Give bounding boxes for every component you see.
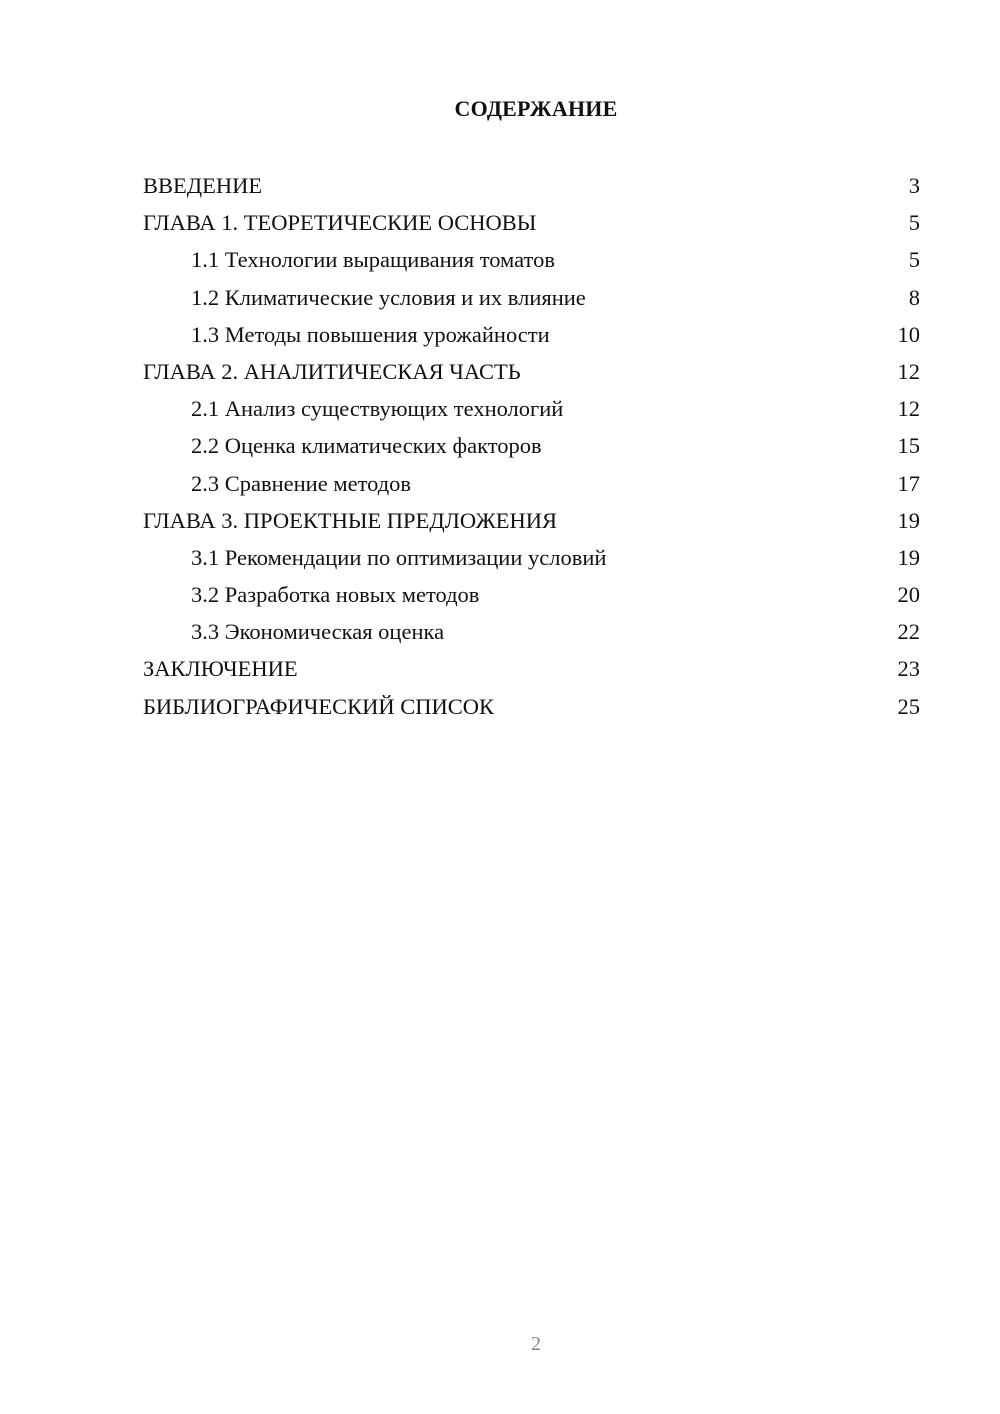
toc-entry-page: 5	[908, 210, 920, 236]
toc-entry-page: 22	[897, 619, 920, 645]
toc-entry-section-1-1[interactable]	[143, 241, 920, 278]
toc-entry-label: 3.1 Рекомендации по оптимизации условий	[191, 544, 607, 570]
toc-entry-label: БИБЛИОГРАФИЧЕСКИЙ СПИСОК	[143, 693, 495, 719]
toc-entry-section-2-3[interactable]	[143, 465, 920, 502]
toc-entry-page: 12	[897, 358, 920, 384]
toc-entry-label: 3.3 Экономическая оценка	[191, 619, 445, 645]
toc-entry-label: ГЛАВА 3. ПРОЕКТНЫЕ ПРЕДЛОЖЕНИЯ	[143, 507, 558, 533]
toc-entry-page: 19	[897, 507, 920, 533]
toc-entry-label: 1.3 Методы повышения урожайности	[191, 321, 550, 347]
toc-entry-section-2-2[interactable]	[143, 427, 920, 464]
toc-entry-page: 19	[897, 544, 920, 570]
toc-entry-label: ГЛАВА 2. АНАЛИТИЧЕСКАЯ ЧАСТЬ	[143, 358, 521, 384]
toc-entry-section-3-3[interactable]	[143, 613, 920, 650]
toc-entry-conclusion[interactable]	[143, 650, 920, 687]
toc-entry-label: 2.3 Сравнение методов	[191, 470, 412, 496]
toc-entry-introduction[interactable]	[143, 167, 920, 204]
toc-entry-label: 1.1 Технологии выращивания томатов	[191, 247, 555, 273]
page-number: 2	[531, 1333, 541, 1355]
toc-entry-label: 2.1 Анализ существующих технологий	[191, 396, 564, 422]
toc-entry-label: 1.2 Климатические условия и их влияние	[191, 284, 586, 310]
toc-entry-chapter-2[interactable]	[143, 353, 920, 390]
toc-entry-label: ЗАКЛЮЧЕНИЕ	[143, 656, 298, 682]
toc-entry-chapter-3[interactable]	[143, 502, 920, 539]
toc-entry-page: 20	[897, 582, 920, 608]
toc-entry-section-1-3[interactable]	[143, 316, 920, 353]
toc-entry-section-3-2[interactable]	[143, 576, 920, 613]
table-of-contents	[143, 167, 920, 725]
toc-entry-page: 3	[908, 173, 920, 198]
toc-entry-page: 25	[897, 693, 920, 719]
toc-entry-page: 23	[897, 656, 920, 682]
toc-entry-label: 2.2 Оценка климатических факторов	[191, 433, 542, 459]
toc-entry-page: 5	[908, 247, 920, 273]
toc-entry-section-2-1[interactable]	[143, 390, 920, 427]
toc-entry-page: 17	[897, 470, 920, 496]
toc-entry-chapter-1[interactable]	[143, 204, 920, 241]
toc-entry-page: 15	[897, 433, 920, 459]
toc-entry-page: 12	[897, 396, 920, 422]
toc-entry-section-3-1[interactable]	[143, 539, 920, 576]
page-title: СОДЕРЖАНИЕ	[454, 96, 618, 121]
toc-entry-label: ВВЕДЕНИЕ	[143, 173, 263, 198]
toc-entry-section-1-2[interactable]	[143, 279, 920, 316]
toc-entry-label: 3.2 Разработка новых методов	[191, 582, 480, 608]
toc-entry-label: ГЛАВА 1. ТЕОРЕТИЧЕСКИЕ ОСНОВЫ	[143, 210, 537, 236]
toc-entry-page: 8	[908, 284, 920, 310]
toc-entry-bibliography[interactable]	[143, 688, 920, 725]
toc-entry-page: 10	[897, 321, 920, 347]
